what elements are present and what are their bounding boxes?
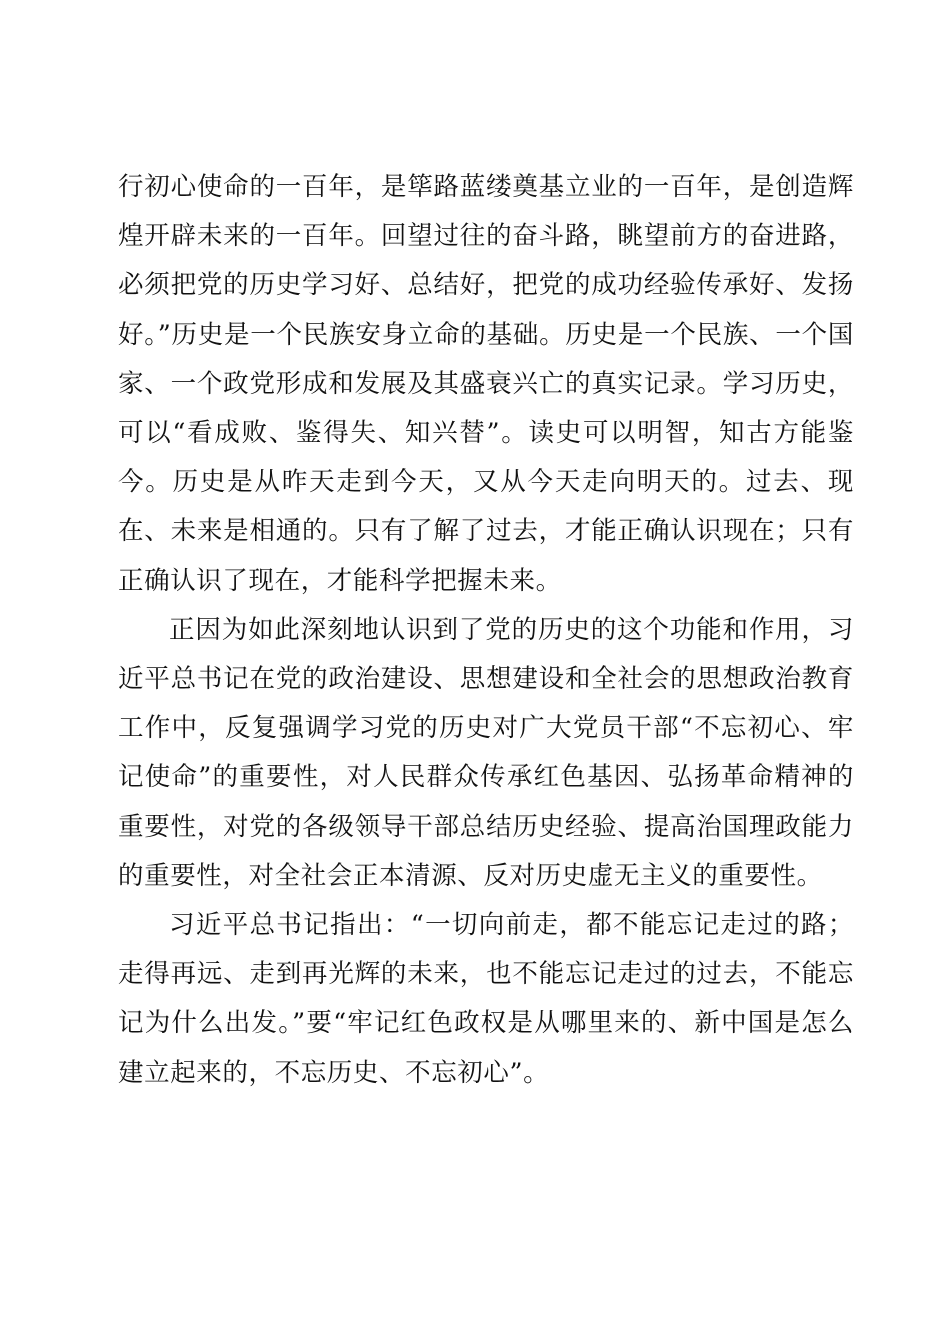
paragraph-2: 正因为如此深刻地认识到了党的历史的这个功能和作用，习近平总书记在党的政治建设、思想建设和全社会的思想政治教育工作中，反复强调学习党的历史对广大党员干部“不忘初心、牢记使命”的重要性，对人民群众传承红色基因、弘扬革命精神的重要性，对党的各级领导干部总结历史经验、提高治国理政能力的重要性，对全社会正本清源、反对历史虚无主义的重要性。 — [118, 614, 854, 891]
paragraph-3: 习近平总书记指出：“一切向前走，都不能忘记走过的路；走得再远、走到再光辉的未来，也不能忘记走过的过去，不能忘记为什么出发。”要“牢记红色政权是从哪里来的、新中国是怎么建立起来的，不忘历史、不忘初心”。 — [118, 910, 854, 1088]
paragraph-1: 行初心使命的一百年，是筚路蓝缕奠基立业的一百年，是创造辉煌开辟未来的一百年。回望过往的奋斗路，眺望前方的奋进路，必须把党的历史学习好、总结好，把党的成功经验传承好、发扬好。”历史是一个民族安身立命的基础。历史是一个民族、一个国家、一个政党形成和发展及其盛衰兴亡的真实记录。学习历史，可以“看成败、鉴得失、知兴替”。读史可以明智，知古方能鉴今。历史是从昨天走到今天，又从今天走向明天的。过去、现在、未来是相通的。只有了解了过去，才能正确认识现在；只有正确认识了现在，才能科学把握未来。 — [118, 172, 854, 596]
document-body — [118, 163, 854, 1098]
